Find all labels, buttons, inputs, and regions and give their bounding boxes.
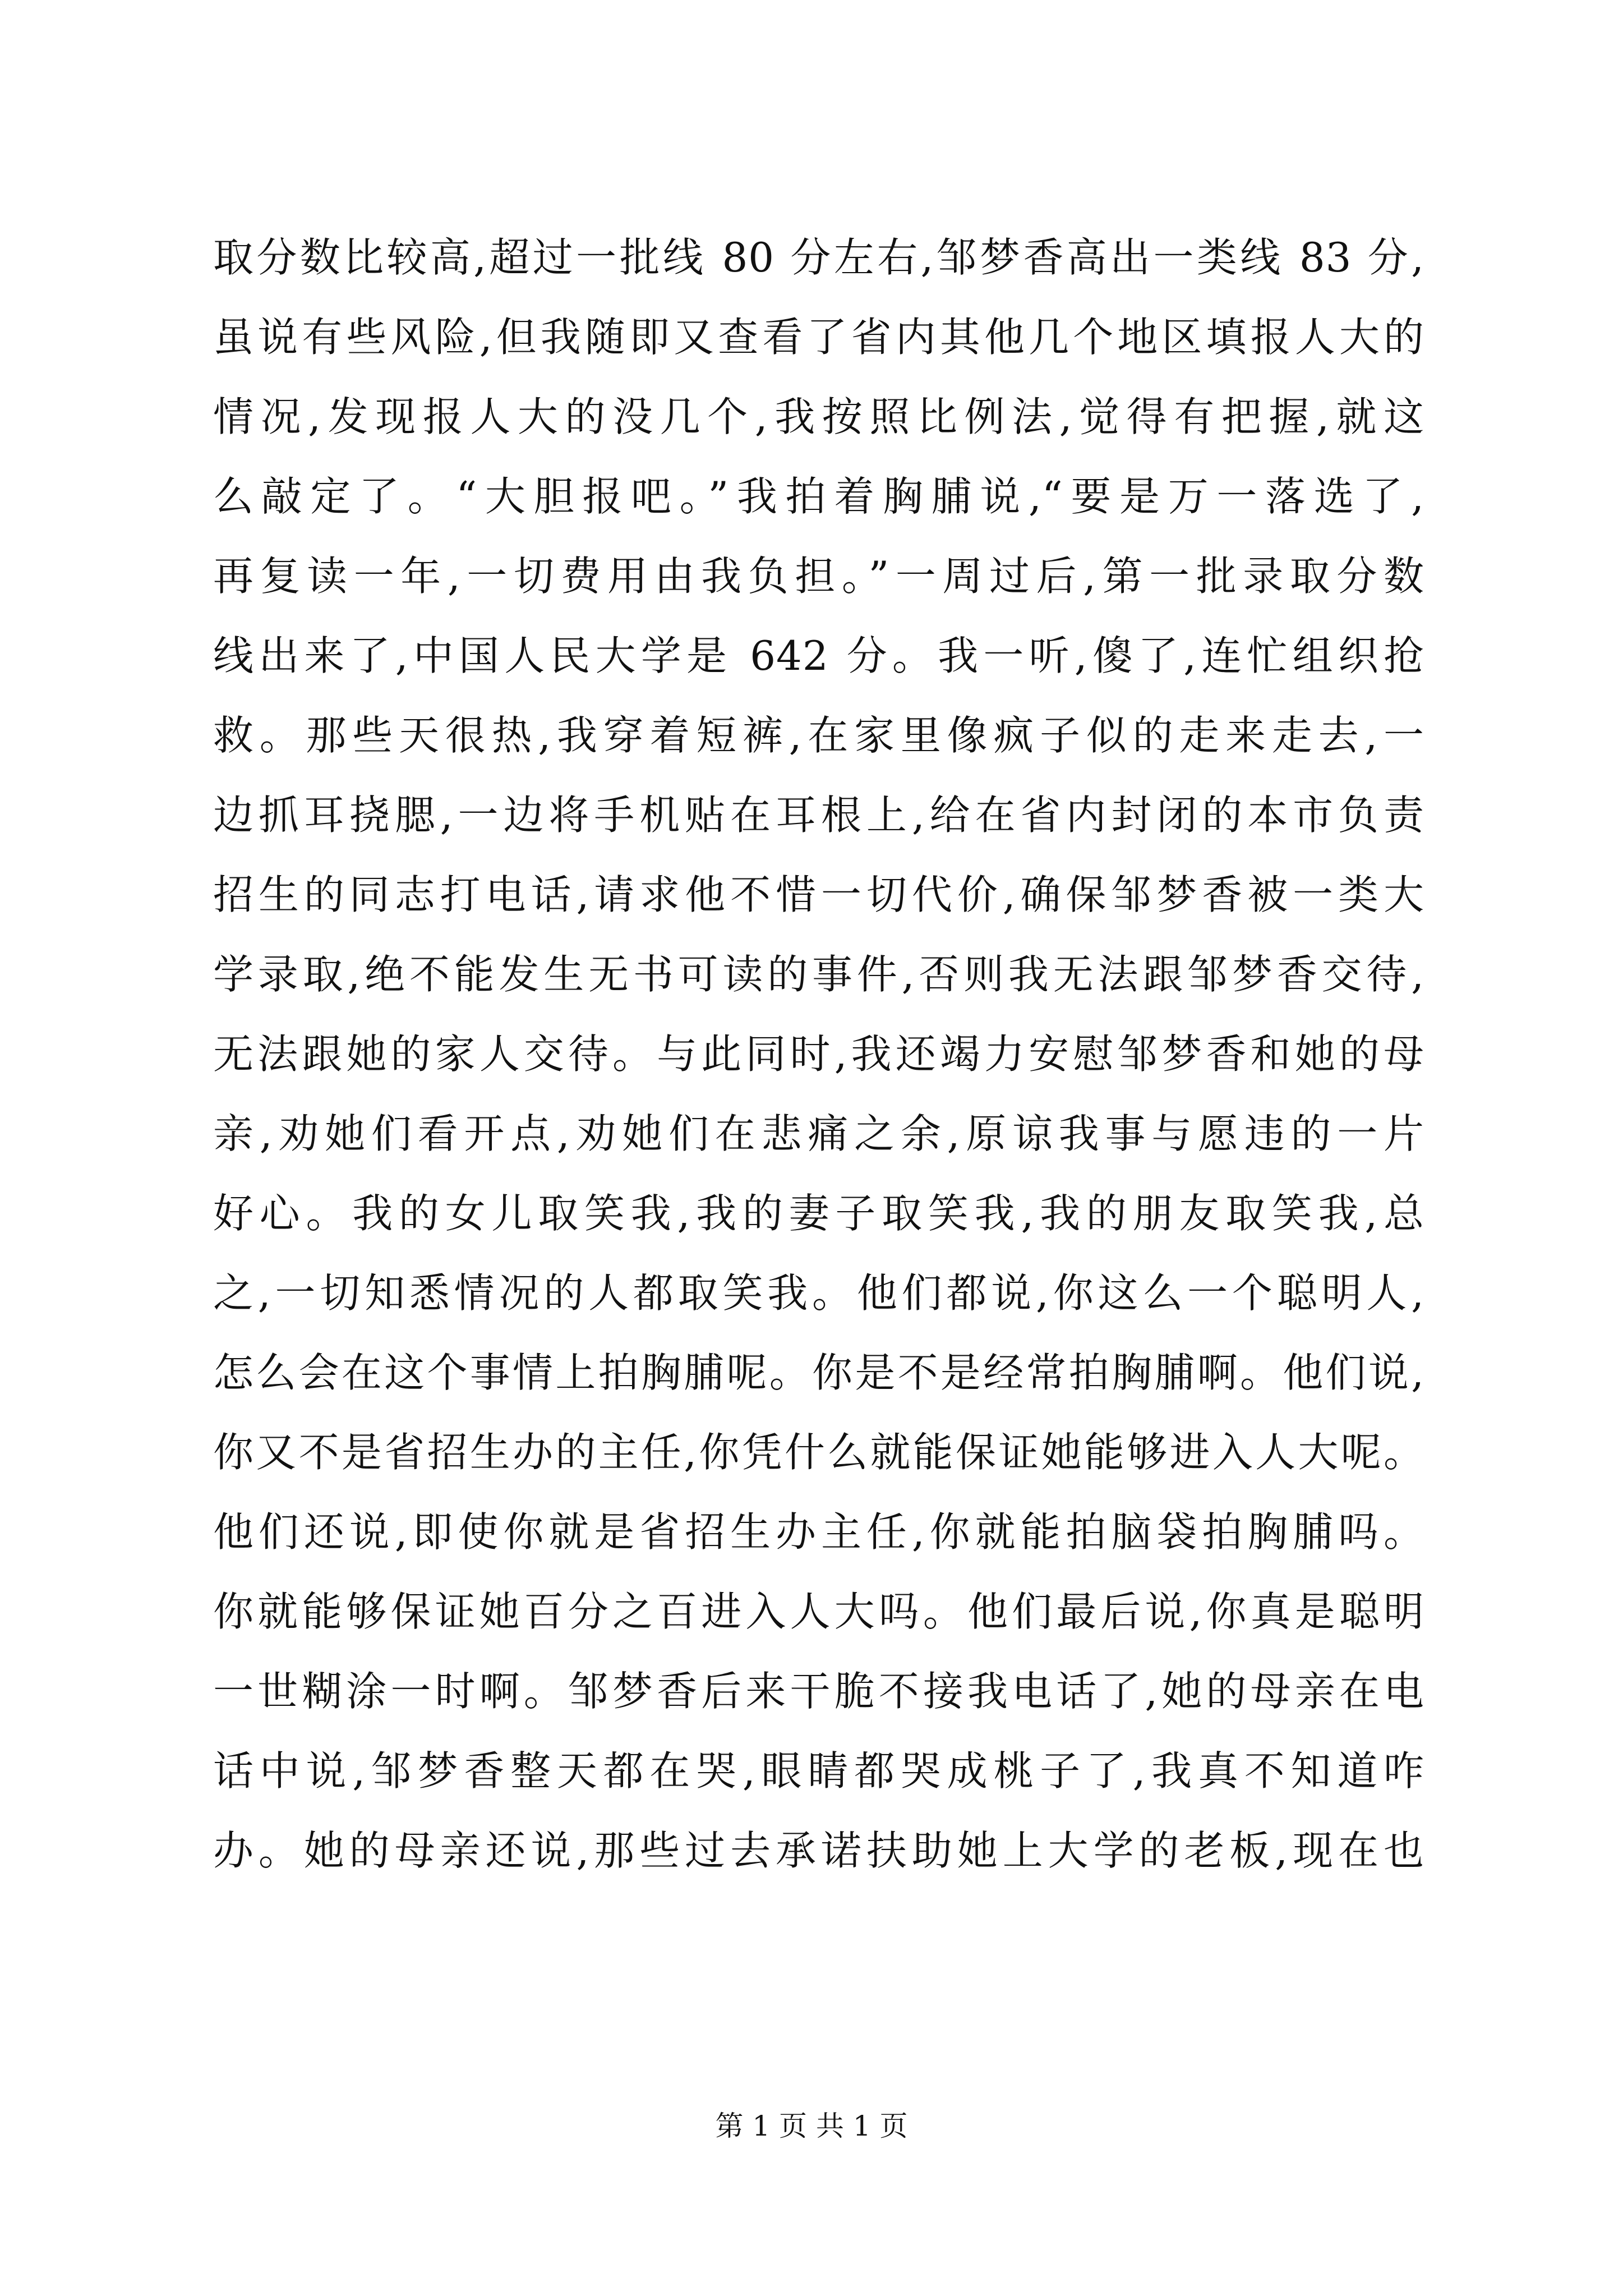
- text-line: 么敲定了。“大胆报吧。”我拍着胸脯说,“要是万一落选了,: [213, 473, 1424, 520]
- text-line: 一世糊涂一时啊。邹梦香后来干脆不接我电话了,她的母亲在电: [213, 1668, 1424, 1715]
- text-line: 无法跟她的家人交待。与此同时,我还竭力安慰邹梦香和她的母: [213, 1030, 1424, 1078]
- text-line: 再复读一年,一切费用由我负担。”一周过后,第一批录取分数: [213, 553, 1424, 600]
- text-line: 取分数比较高,超过一批线 80 分左右,邹梦香高出一类线 83 分,: [213, 234, 1424, 281]
- text-line: 怎么会在这个事情上拍胸脯呢。你是不是经常拍胸脯啊。他们说,: [213, 1349, 1424, 1396]
- text-line: 招生的同志打电话,请求他不惜一切代价,确保邹梦香被一类大: [213, 871, 1424, 918]
- text-line: 办。她的母亲还说,那些过去承诺扶助她上大学的老板,现在也: [213, 1827, 1424, 1874]
- text-line: 你就能够保证她百分之百进入人大吗。他们最后说,你真是聪明: [213, 1588, 1424, 1635]
- page-footer: 第 1 页 共 1 页: [715, 2110, 908, 2142]
- text-line: 边抓耳挠腮,一边将手机贴在耳根上,给在省内封闭的本市负责: [213, 792, 1424, 839]
- text-line: 救。那些天很热,我穿着短裤,在家里像疯子似的走来走去,一: [213, 712, 1424, 759]
- text-line: 学录取,绝不能发生无书可读的事件,否则我无法跟邹梦香交待,: [213, 951, 1424, 998]
- text-line: 好心。我的女儿取笑我,我的妻子取笑我,我的朋友取笑我,总: [213, 1190, 1424, 1237]
- text-line: 你又不是省招生办的主任,你凭什么就能保证她能够进入人大呢。: [213, 1429, 1424, 1476]
- body-text: [213, 218, 1424, 1890]
- text-line: 虽说有些风险,但我随即又查看了省内其他几个地区填报人大的: [213, 314, 1424, 361]
- text-line: 亲,劝她们看开点,劝她们在悲痛之余,原谅我事与愿违的一片: [213, 1110, 1424, 1157]
- text-line: 线出来了,中国人民大学是 642 分。我一听,傻了,连忙组织抢: [213, 632, 1424, 679]
- text-line: 他们还说,即使你就是省招生办主任,你就能拍脑袋拍胸脯吗。: [213, 1508, 1424, 1556]
- text-line: 话中说,邹梦香整天都在哭,眼睛都哭成桃子了,我真不知道咋: [213, 1747, 1424, 1795]
- text-line: 情况,发现报人大的没几个,我按照比例法,觉得有把握,就这: [213, 393, 1424, 440]
- text-line: 之,一切知悉情况的人都取笑我。他们都说,你这么一个聪明人,: [213, 1269, 1424, 1317]
